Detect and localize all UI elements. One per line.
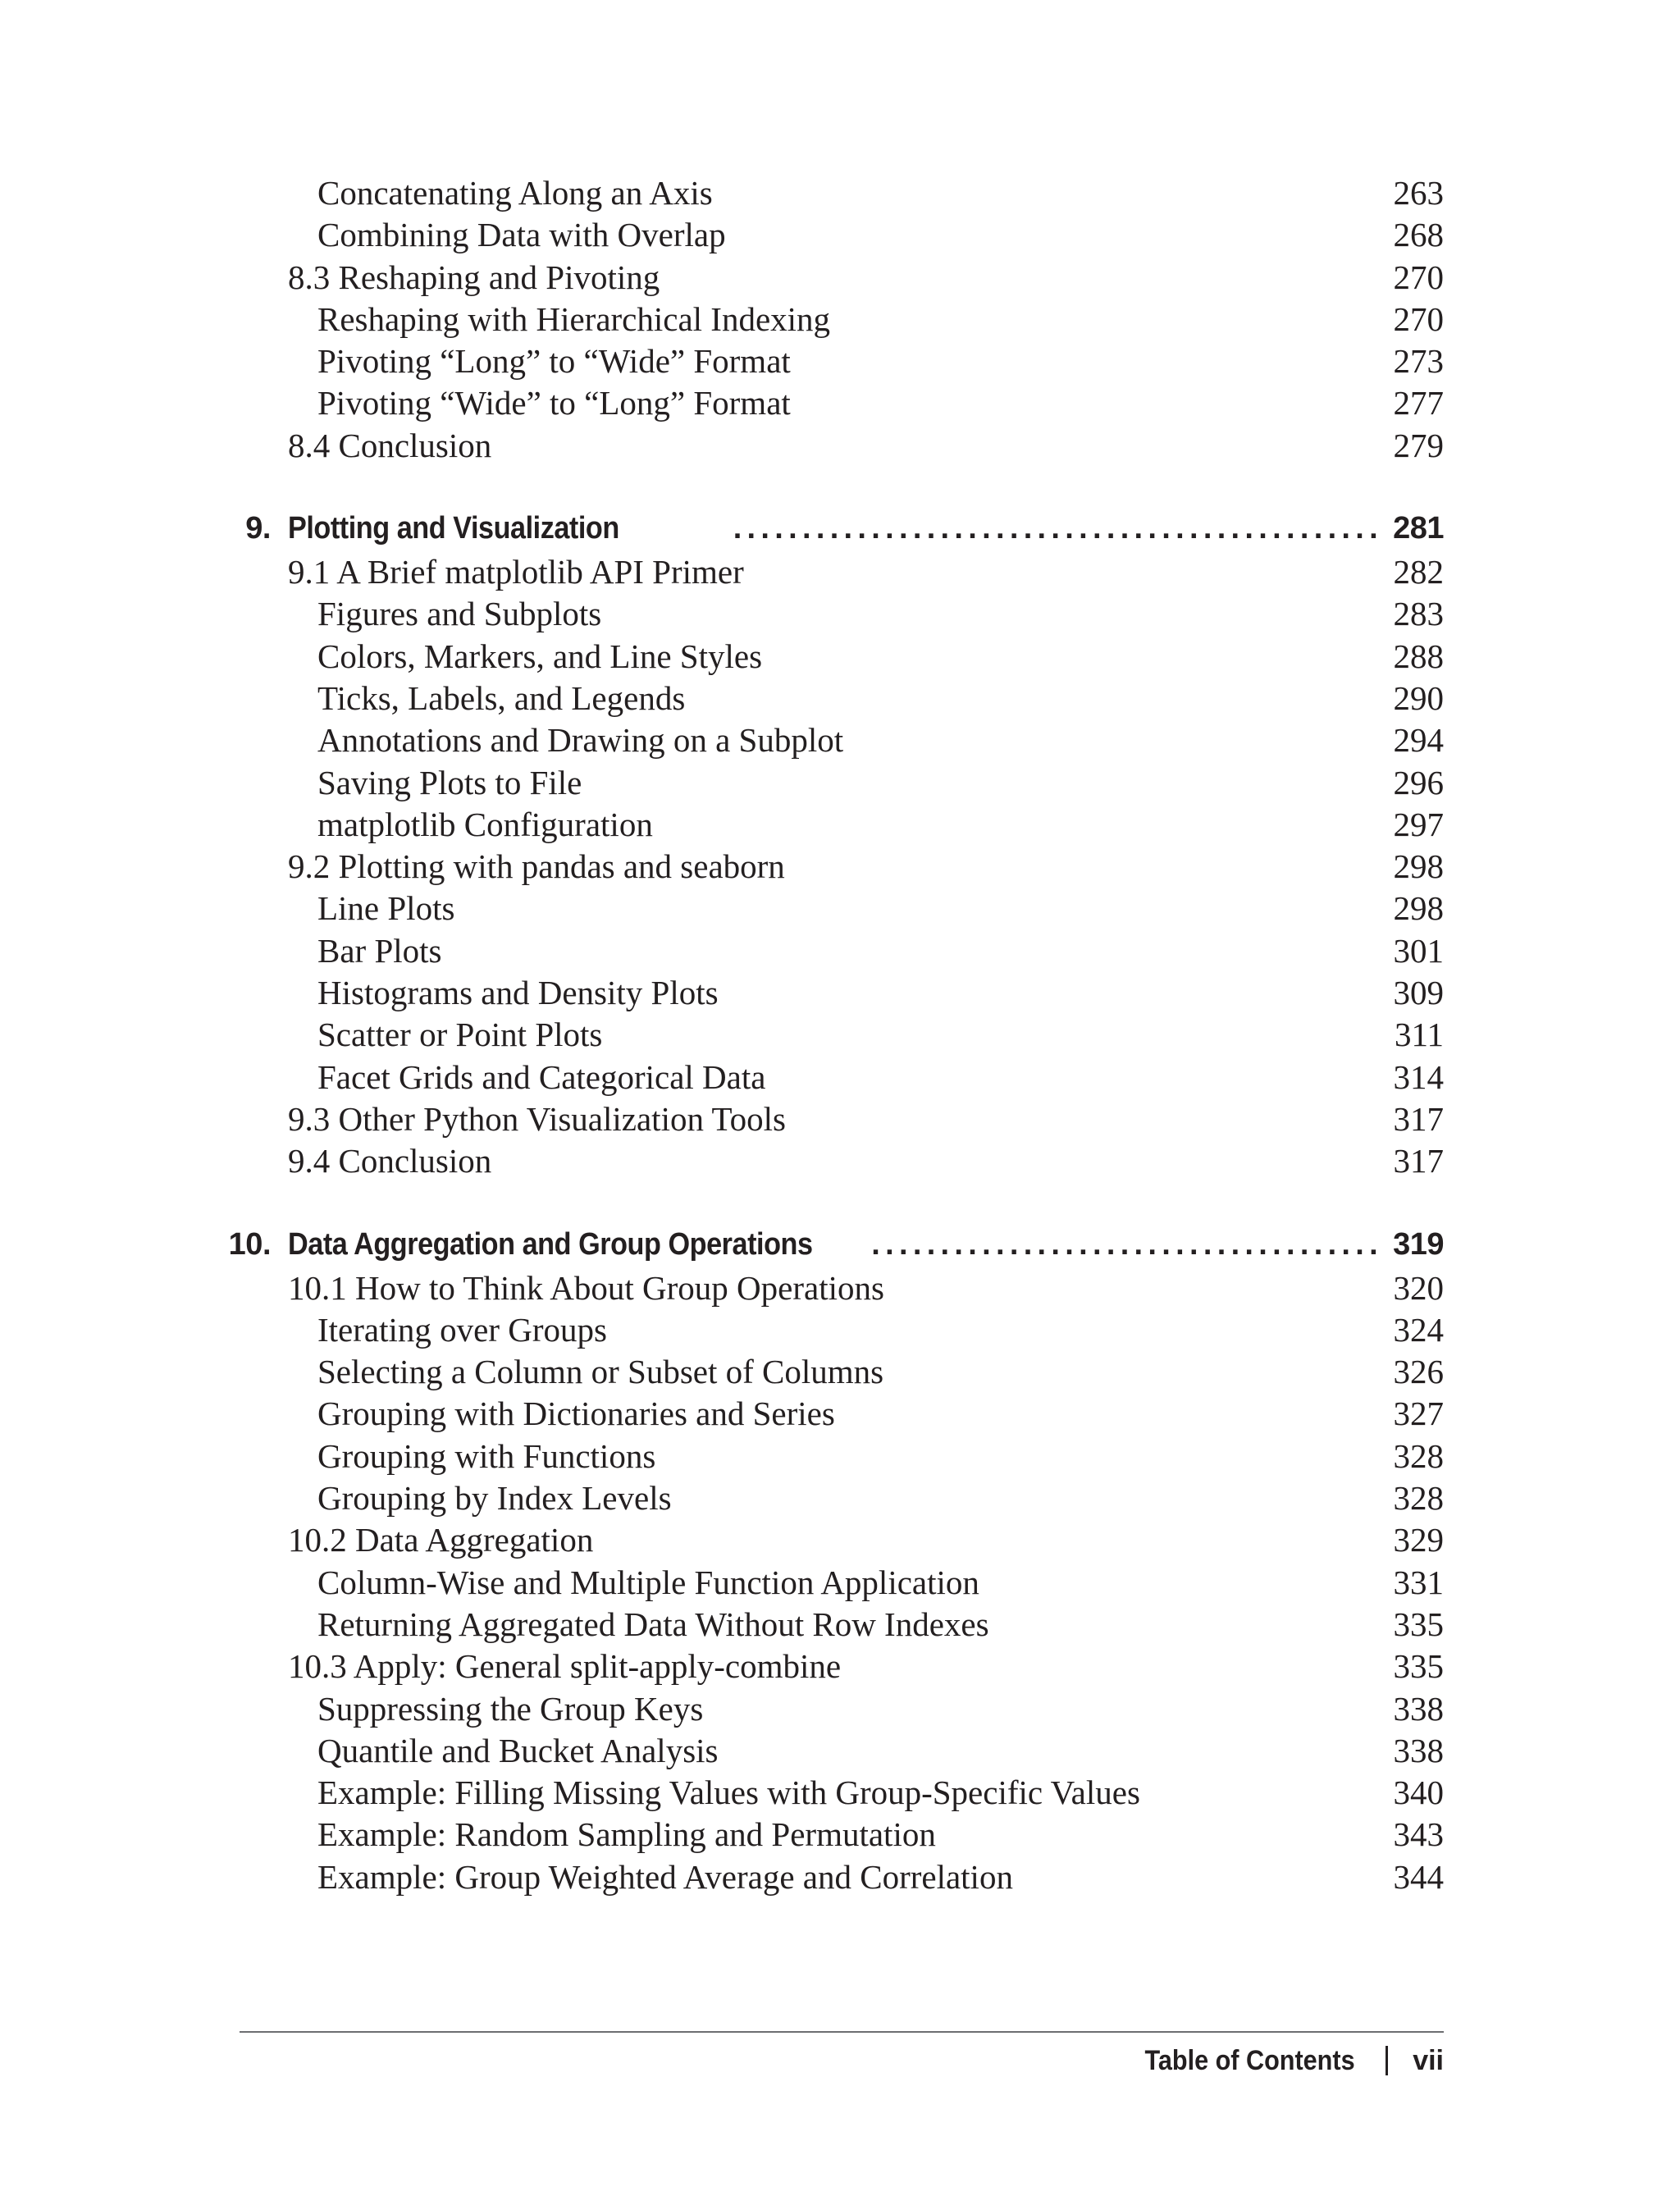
toc-entry-page: 270 bbox=[1393, 258, 1444, 296]
toc-entry-page: 282 bbox=[1393, 553, 1444, 591]
toc-entry-title: 9.2 Plotting with pandas and seaborn bbox=[288, 847, 785, 886]
toc-entry-page: 314 bbox=[1393, 1057, 1444, 1096]
toc-entry[interactable] bbox=[0, 593, 1680, 635]
toc-entry-page: 290 bbox=[1393, 678, 1444, 717]
toc-entry-title: Grouping with Functions bbox=[317, 1436, 656, 1475]
toc-entry-title: matplotlib Configuration bbox=[317, 805, 653, 843]
toc-entry-page: 343 bbox=[1393, 1815, 1444, 1854]
toc-entry[interactable] bbox=[0, 1351, 1680, 1393]
footer-page-number: vii bbox=[1413, 2045, 1444, 2076]
toc-entry-title: Saving Plots to File bbox=[317, 763, 582, 801]
footer-label: Table of Contents bbox=[1144, 2045, 1355, 2076]
toc-entry[interactable] bbox=[0, 257, 1680, 299]
toc-entry-page: 327 bbox=[1393, 1395, 1444, 1433]
toc-entry[interactable] bbox=[0, 678, 1680, 719]
toc-entry[interactable] bbox=[0, 1393, 1680, 1435]
toc-entry-title: Grouping with Dictionaries and Series bbox=[317, 1395, 835, 1433]
toc-entry[interactable] bbox=[0, 1772, 1680, 1814]
toc-entry-page: 326 bbox=[1393, 1353, 1444, 1391]
toc-entry-title: 10.3 Apply: General split-apply-combine bbox=[288, 1647, 842, 1686]
toc-entry[interactable] bbox=[0, 1730, 1680, 1772]
table-of-contents bbox=[0, 172, 1680, 1898]
toc-entry[interactable] bbox=[0, 1057, 1680, 1098]
toc-entry[interactable] bbox=[0, 172, 1680, 214]
toc-entry-title: Column-Wise and Multiple Function Application bbox=[317, 1563, 979, 1601]
chapter-title: Plotting and Visualization bbox=[288, 511, 619, 546]
toc-entry-page: 311 bbox=[1395, 1016, 1444, 1054]
toc-entry-page: 324 bbox=[1393, 1310, 1444, 1349]
toc-entry-page: 340 bbox=[1393, 1774, 1444, 1812]
dot-leader: ............................................... bbox=[733, 511, 1383, 546]
toc-entry-title: Combining Data with Overlap bbox=[317, 216, 726, 254]
toc-entry-page: 309 bbox=[1393, 974, 1444, 1012]
toc-entry-page: 296 bbox=[1393, 763, 1444, 801]
toc-entry-title: 10.2 Data Aggregation bbox=[288, 1521, 594, 1559]
toc-entry-title: Annotations and Drawing on a Subplot bbox=[317, 721, 844, 760]
toc-entry-page: 338 bbox=[1393, 1731, 1444, 1769]
toc-entry-page: 317 bbox=[1393, 1142, 1444, 1180]
toc-entry-title: Example: Group Weighted Average and Correlation bbox=[317, 1857, 1013, 1896]
toc-entry-page: 338 bbox=[1393, 1689, 1444, 1728]
toc-entry-title: Reshaping with Hierarchical Indexing bbox=[317, 299, 831, 338]
toc-entry[interactable] bbox=[0, 1477, 1680, 1519]
toc-entry[interactable] bbox=[0, 1267, 1680, 1309]
toc-entry[interactable] bbox=[0, 1646, 1680, 1687]
chapter-spacer bbox=[0, 467, 1680, 505]
toc-entry-page: 263 bbox=[1393, 174, 1444, 212]
toc-entry[interactable] bbox=[0, 1688, 1680, 1730]
toc-entry[interactable] bbox=[0, 719, 1680, 761]
toc-entry-page: 344 bbox=[1393, 1857, 1444, 1896]
page-footer bbox=[1121, 2038, 1444, 2084]
toc-entry[interactable] bbox=[0, 1436, 1680, 1477]
toc-entry-title: 8.3 Reshaping and Pivoting bbox=[288, 258, 660, 296]
chapter-page: 281 bbox=[1393, 511, 1444, 546]
toc-entry[interactable] bbox=[0, 214, 1680, 256]
toc-entry-page: 329 bbox=[1393, 1521, 1444, 1559]
toc-entry[interactable] bbox=[0, 551, 1680, 593]
toc-entry[interactable] bbox=[0, 299, 1680, 340]
toc-entry-page: 283 bbox=[1393, 595, 1444, 633]
toc-entry-title: Quantile and Bucket Analysis bbox=[317, 1731, 719, 1769]
toc-entry[interactable] bbox=[0, 1140, 1680, 1182]
toc-entry[interactable] bbox=[0, 846, 1680, 888]
toc-entry[interactable] bbox=[0, 1856, 1680, 1898]
toc-entry-title: Pivoting “Wide” to “Long” Format bbox=[317, 384, 791, 422]
chapter-heading-9[interactable] bbox=[0, 505, 1680, 551]
toc-entry-page: 328 bbox=[1393, 1479, 1444, 1518]
toc-entry[interactable] bbox=[0, 1309, 1680, 1351]
toc-entry-title: Pivoting “Long” to “Wide” Format bbox=[317, 342, 791, 381]
toc-entry-title: Figures and Subplots bbox=[317, 595, 602, 633]
toc-entry-page: 270 bbox=[1393, 299, 1444, 338]
toc-entry-title: 9.1 A Brief matplotlib API Primer bbox=[288, 553, 744, 591]
toc-entry-title: Returning Aggregated Data Without Row Indexes bbox=[317, 1605, 989, 1643]
toc-entry-page: 279 bbox=[1393, 426, 1444, 464]
chapter-number: 9. bbox=[245, 511, 271, 546]
footer-divider bbox=[240, 2031, 1444, 2033]
toc-entry[interactable] bbox=[0, 1604, 1680, 1646]
toc-entry-page: 317 bbox=[1393, 1099, 1444, 1138]
toc-entry-title: Iterating over Groups bbox=[317, 1310, 607, 1349]
toc-entry-title: Example: Random Sampling and Permutation bbox=[317, 1815, 936, 1854]
toc-entry-page: 335 bbox=[1393, 1647, 1444, 1686]
toc-entry-page: 298 bbox=[1393, 889, 1444, 928]
toc-entry-title: Bar Plots bbox=[317, 931, 442, 970]
toc-entry[interactable] bbox=[0, 1814, 1680, 1856]
toc-entry-title: 9.4 Conclusion bbox=[288, 1142, 492, 1180]
toc-entry[interactable] bbox=[0, 382, 1680, 424]
toc-entry[interactable] bbox=[0, 930, 1680, 972]
toc-entry[interactable] bbox=[0, 636, 1680, 678]
toc-entry[interactable] bbox=[0, 340, 1680, 382]
toc-entry-title: Histograms and Density Plots bbox=[317, 974, 719, 1012]
toc-entry-title: Example: Filling Missing Values with Group-Specific Values bbox=[317, 1774, 1140, 1812]
dot-leader: ..................................... bbox=[871, 1226, 1383, 1262]
toc-entry-title: Scatter or Point Plots bbox=[317, 1016, 603, 1054]
toc-entry-page: 331 bbox=[1393, 1563, 1444, 1601]
toc-entry[interactable] bbox=[0, 1562, 1680, 1604]
toc-entry-page: 273 bbox=[1393, 342, 1444, 381]
toc-entry-title: Grouping by Index Levels bbox=[317, 1479, 672, 1518]
chapter-number: 10. bbox=[228, 1226, 271, 1262]
toc-entry[interactable] bbox=[0, 1014, 1680, 1056]
toc-entry-title: Suppressing the Group Keys bbox=[317, 1689, 704, 1728]
toc-entry-page: 297 bbox=[1393, 805, 1444, 843]
toc-entry-title: 10.1 How to Think About Group Operations bbox=[288, 1268, 884, 1307]
chapter-spacer bbox=[0, 1183, 1680, 1221]
toc-entry-page: 328 bbox=[1393, 1436, 1444, 1475]
toc-entry-title: Facet Grids and Categorical Data bbox=[317, 1057, 766, 1096]
footer-separator bbox=[1386, 2046, 1388, 2075]
toc-entry-title: Colors, Markers, and Line Styles bbox=[317, 637, 763, 675]
toc-entry-title: Line Plots bbox=[317, 889, 455, 928]
toc-entry-title: 8.4 Conclusion bbox=[288, 426, 492, 464]
toc-entry-title: Ticks, Labels, and Legends bbox=[317, 678, 686, 717]
toc-entry[interactable] bbox=[0, 762, 1680, 804]
toc-entry-page: 298 bbox=[1393, 847, 1444, 886]
toc-entry[interactable] bbox=[0, 804, 1680, 846]
toc-entry-title: Selecting a Column or Subset of Columns bbox=[317, 1353, 884, 1391]
toc-entry-page: 335 bbox=[1393, 1605, 1444, 1643]
toc-entry-page: 320 bbox=[1393, 1268, 1444, 1307]
toc-entry-page: 301 bbox=[1393, 931, 1444, 970]
chapter-heading-10[interactable] bbox=[0, 1221, 1680, 1267]
toc-entry-title: 9.3 Other Python Visualization Tools bbox=[288, 1099, 786, 1138]
toc-entry-page: 288 bbox=[1393, 637, 1444, 675]
toc-entry[interactable] bbox=[0, 425, 1680, 467]
chapter-page: 319 bbox=[1393, 1226, 1444, 1262]
toc-entry-page: 277 bbox=[1393, 384, 1444, 422]
toc-entry[interactable] bbox=[0, 888, 1680, 929]
toc-entry[interactable] bbox=[0, 1519, 1680, 1561]
toc-entry-page: 268 bbox=[1393, 216, 1444, 254]
chapter-title: Data Aggregation and Group Operations bbox=[288, 1226, 813, 1262]
toc-entry[interactable] bbox=[0, 1098, 1680, 1140]
toc-entry-title: Concatenating Along an Axis bbox=[317, 174, 713, 212]
toc-entry-page: 294 bbox=[1393, 721, 1444, 760]
toc-entry[interactable] bbox=[0, 972, 1680, 1014]
